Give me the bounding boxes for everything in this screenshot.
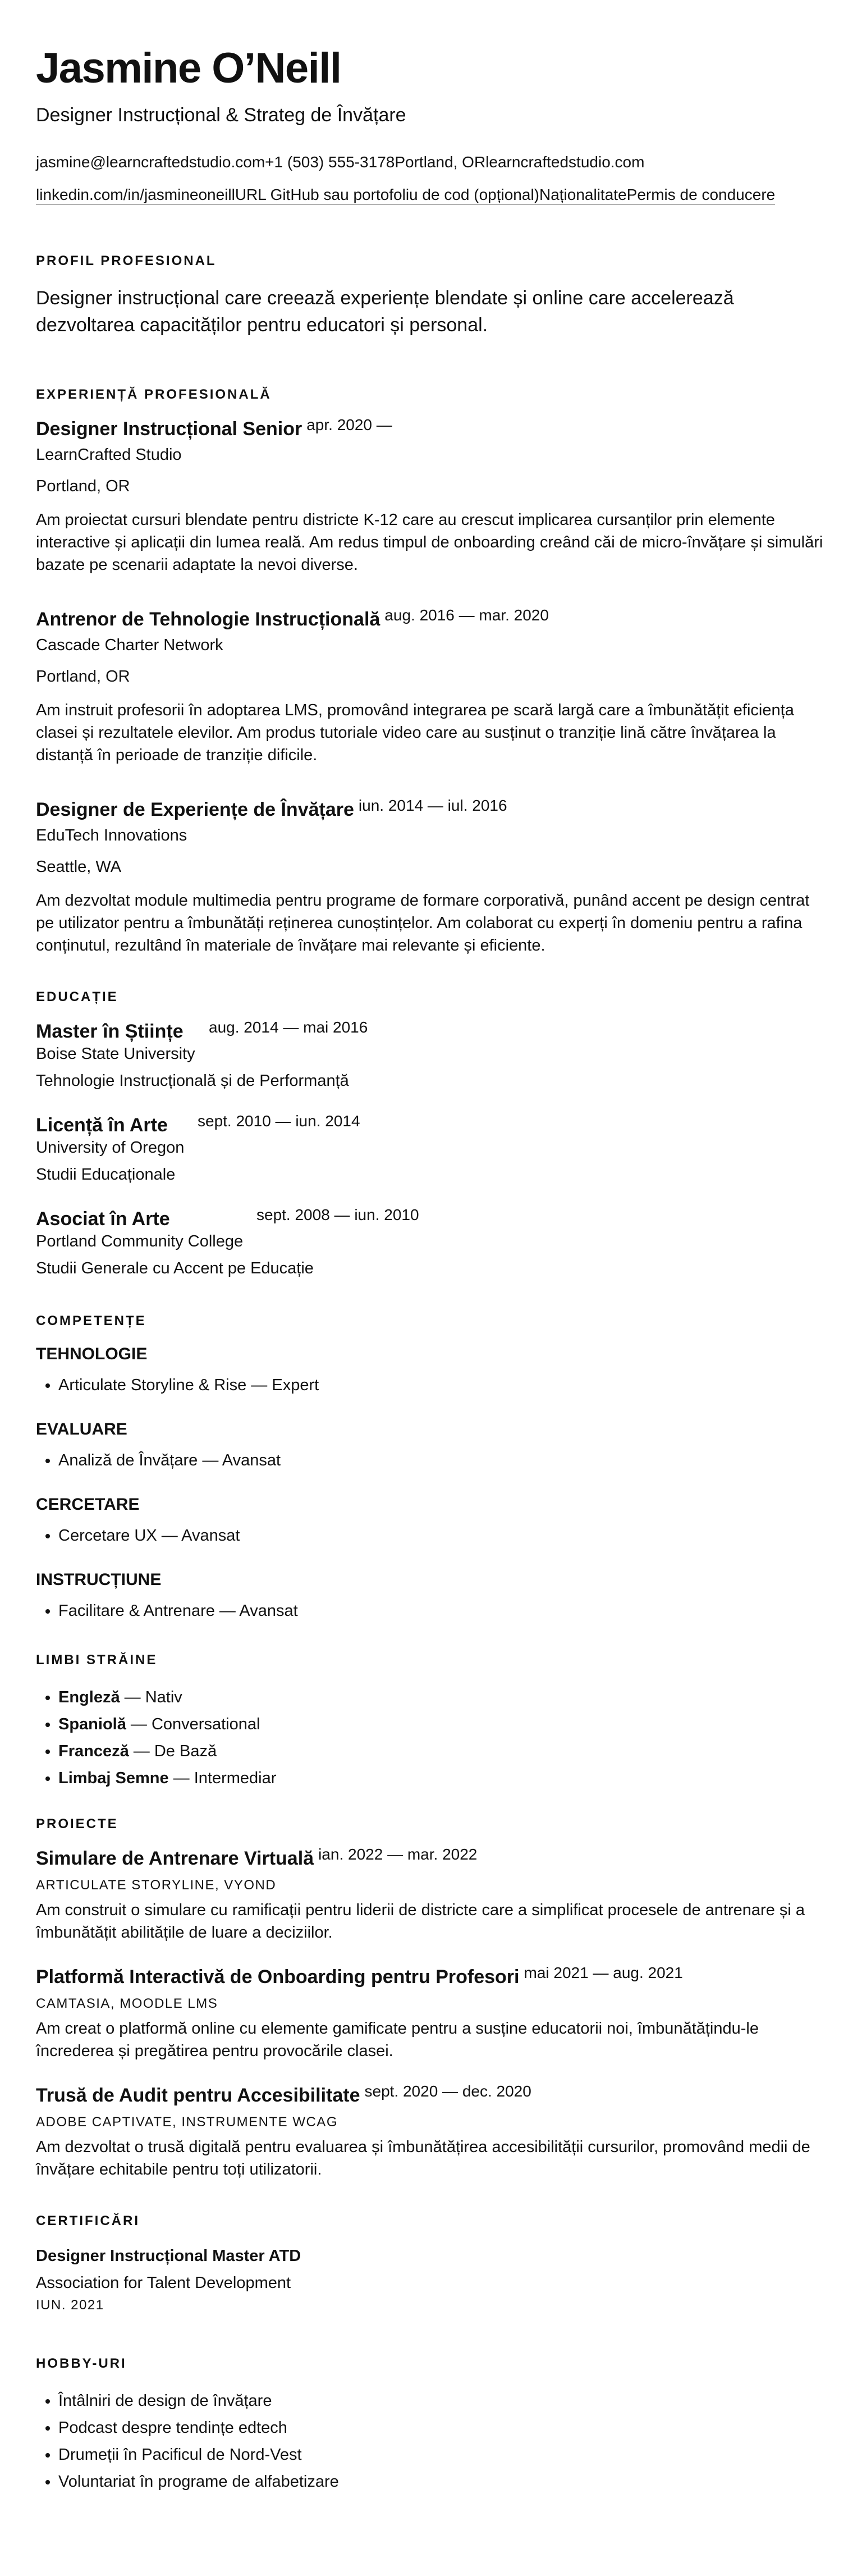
- education-dates: aug. 2014 — mai 2016: [209, 1018, 368, 1036]
- language-level: — De Bază: [129, 1742, 217, 1760]
- language-item: [58, 1684, 826, 1711]
- job-role: Designer de Experiențe de Învățare: [36, 799, 354, 820]
- certification-name: Designer Instrucțional Master ATD: [36, 2247, 301, 2265]
- education-degree: Licență în Arte: [36, 1115, 168, 1136]
- education-entry: [36, 1112, 826, 1186]
- project-entry: [36, 1966, 826, 2062]
- job-description: Am dezvoltat module multimedia pentru programe de formare corporativă, punând accent pe design centrat pe utilizator pentru a îmbunătăți reținerea cunoștințelor. Am colaborat cu experți în domeniu pentru a rafina conținutul, rezultând în materiale de învățare mai relevante și eficiente.: [36, 892, 810, 954]
- certification-issuer: Association for Talent Development: [36, 2274, 291, 2292]
- project-entry: [36, 1848, 826, 1944]
- job-company: LearnCrafted Studio: [36, 446, 182, 464]
- project-name: Platformă Interactivă de Onboarding pentru Profesori: [36, 1966, 520, 1988]
- language-level: — Conversational: [126, 1715, 260, 1733]
- skill-list: [36, 1372, 826, 1399]
- education-entry: [36, 1018, 826, 1092]
- project-dates: sept. 2020 — dec. 2020: [364, 2082, 531, 2100]
- education-section: [36, 989, 826, 1280]
- project-description: Am dezvoltat o trusă digitală pentru evaluarea și îmbunătățirea accesibilității cursurilor, promovând medii de învățare echitabile pentru toți utilizatorii.: [36, 2138, 810, 2178]
- language-item: [58, 1711, 826, 1738]
- education-field: Studii Educaționale: [36, 1166, 176, 1184]
- job-entry: [36, 799, 826, 957]
- language-name: Franceză: [58, 1742, 129, 1760]
- job-role: Designer Instrucțional Senior: [36, 418, 302, 440]
- language-name: Spaniolă: [58, 1715, 126, 1733]
- job-location: Portland, OR: [36, 668, 130, 686]
- project-tech: ARTICULATE STORYLINE, VYOND: [36, 1878, 277, 1893]
- project-tech: ADOBE CAPTIVATE, INSTRUMENTE WCAG: [36, 2114, 338, 2130]
- skill-item: • Cercetare UX — Avansat: [58, 1522, 826, 1549]
- skill-category: CERCETARE: [36, 1495, 140, 1514]
- language-list: [36, 1684, 826, 1792]
- job-entry: [36, 418, 826, 576]
- project-name: Trusă de Audit pentru Accesibilitate: [36, 2085, 360, 2106]
- candidate-name: Jasmine O’Neill: [36, 44, 341, 92]
- contact-line-links[interactable]: [36, 185, 826, 205]
- job-description: Am instruit profesorii în adoptarea LMS, promovând integrarea pe scară largă care a îmbunătățit eficiența clasei și rezultatele elevilor. Am produs tutoriale video care au susținut o tranziție lină către învățarea la distanță în perioade de tranziție dificile.: [36, 701, 794, 764]
- certifications-section: [36, 2213, 826, 2313]
- candidate-headline: Designer Instrucțional & Strateg de Învățare: [36, 104, 406, 126]
- education-degree: Master în Științe: [36, 1021, 184, 1042]
- language-name: Engleză: [58, 1688, 120, 1706]
- education-school: University of Oregon: [36, 1139, 185, 1157]
- experience-section: [36, 387, 826, 957]
- projects-title: PROIECTE: [36, 1816, 118, 1831]
- education-school: Portland Community College: [36, 1232, 244, 1250]
- job-dates: apr. 2020 —: [306, 416, 392, 433]
- certification-date: IUN. 2021: [36, 2298, 104, 2313]
- job-company: Cascade Charter Network: [36, 636, 223, 654]
- job-dates: iun. 2014 — iul. 2016: [358, 797, 507, 814]
- skill-item: • Facilitare & Antrenare — Avansat: [58, 1597, 826, 1624]
- project-description: Am construit o simulare cu ramificații pentru liderii de districte care a simplificat procesele de antrenare și a îmbunătățit abilitățile de luare a deciziilor.: [36, 1901, 805, 1942]
- languages-title: LIMBI STRĂINE: [36, 1652, 158, 1668]
- language-item: [58, 1738, 826, 1765]
- job-description: Am proiectat cursuri blendate pentru districte K-12 care au crescut implicarea cursanților prin elemente interactive și aplicații din lumea reală. Am redus timpul de onboarding creând căi de micro-învățare și simulări bazate pe scenarii adaptate la nevoi diverse.: [36, 511, 823, 574]
- hobby-list: [36, 2387, 826, 2495]
- language-item: [58, 1765, 826, 1792]
- job-entry: [36, 606, 826, 766]
- skill-list: [36, 1522, 826, 1549]
- summary-section: [36, 253, 826, 339]
- hobbies-title: HOBBY-URI: [36, 2356, 127, 2371]
- skill-category: TEHNOLOGIE: [36, 1345, 148, 1363]
- hobbies-section: [36, 2356, 826, 2495]
- job-company: EduTech Innovations: [36, 826, 187, 844]
- education-dates: sept. 2010 — iun. 2014: [198, 1112, 360, 1130]
- contact-links-text[interactable]: linkedin.com/in/jasmineoneillURL GitHub sau portofoliu de cod (opțional)NaționalitatePermis de conducere: [36, 186, 775, 205]
- education-dates: sept. 2008 — iun. 2010: [256, 1206, 419, 1223]
- skill-item: • Analiză de Învățare — Avansat: [58, 1447, 826, 1474]
- hobby-item: • Drumeții în Pacificul de Nord-Vest: [58, 2441, 826, 2468]
- language-name: Limbaj Semne: [58, 1769, 169, 1787]
- job-location: Portland, OR: [36, 477, 130, 495]
- summary-title: PROFIL PROFESIONAL: [36, 253, 217, 268]
- hobby-item: • Voluntariat în programe de alfabetizare: [58, 2468, 826, 2495]
- skills-section: [36, 1313, 826, 1624]
- hobby-item: • Podcast despre tendințe edtech: [58, 2414, 826, 2441]
- project-name: Simulare de Antrenare Virtuală: [36, 1848, 314, 1869]
- language-level: — Nativ: [120, 1688, 182, 1706]
- languages-section: [36, 1652, 826, 1792]
- education-field: Studii Generale cu Accent pe Educație: [36, 1259, 314, 1277]
- resume-header: [36, 44, 826, 205]
- skill-item: • Articulate Storyline & Rise — Expert: [58, 1372, 826, 1399]
- project-tech: CAMTASIA, MOODLE LMS: [36, 1996, 218, 2011]
- job-location: Seattle, WA: [36, 858, 122, 876]
- education-title: EDUCAȚIE: [36, 989, 118, 1004]
- job-dates: aug. 2016 — mar. 2020: [384, 606, 549, 624]
- skills-title: COMPETENȚE: [36, 1313, 146, 1328]
- skill-list: [36, 1597, 826, 1624]
- project-description: Am creat o platformă online cu elemente gamificate pentru a susține educatorii noi, îmbunătățindu-le încrederea și pregătirea pentru provocările clasei.: [36, 2020, 759, 2060]
- skill-category: INSTRUCȚIUNE: [36, 1570, 162, 1589]
- project-dates: mai 2021 — aug. 2021: [524, 1964, 683, 1981]
- hobby-item: • Întâlniri de design de învățare: [58, 2387, 826, 2414]
- project-dates: ian. 2022 — mar. 2022: [318, 1846, 478, 1863]
- summary-text: Designer instrucțional care creează experiențe blendate și online care accelerează dezvoltarea capacităților pentru educatori și personal.: [36, 287, 734, 336]
- project-entry: [36, 2082, 826, 2181]
- skill-list: [36, 1447, 826, 1474]
- certification-entry: [36, 2245, 826, 2313]
- projects-section: [36, 1816, 826, 2181]
- language-level: — Intermediar: [168, 1769, 277, 1787]
- certifications-title: CERTIFICĂRI: [36, 2213, 140, 2228]
- education-degree: Asociat în Arte: [36, 1208, 170, 1230]
- education-school: Boise State University: [36, 1045, 195, 1063]
- contact-line-primary[interactable]: jasmine@learncraftedstudio.com+1 (503) 555-3178Portland, ORlearncraftedstudio.com: [36, 153, 645, 171]
- skill-category: EVALUARE: [36, 1420, 127, 1438]
- education-field: Tehnologie Instrucțională și de Performanță: [36, 1072, 349, 1090]
- job-role: Antrenor de Tehnologie Instrucțională: [36, 609, 380, 630]
- experience-title: EXPERIENȚĂ PROFESIONALĂ: [36, 387, 272, 402]
- education-entry: [36, 1208, 826, 1280]
